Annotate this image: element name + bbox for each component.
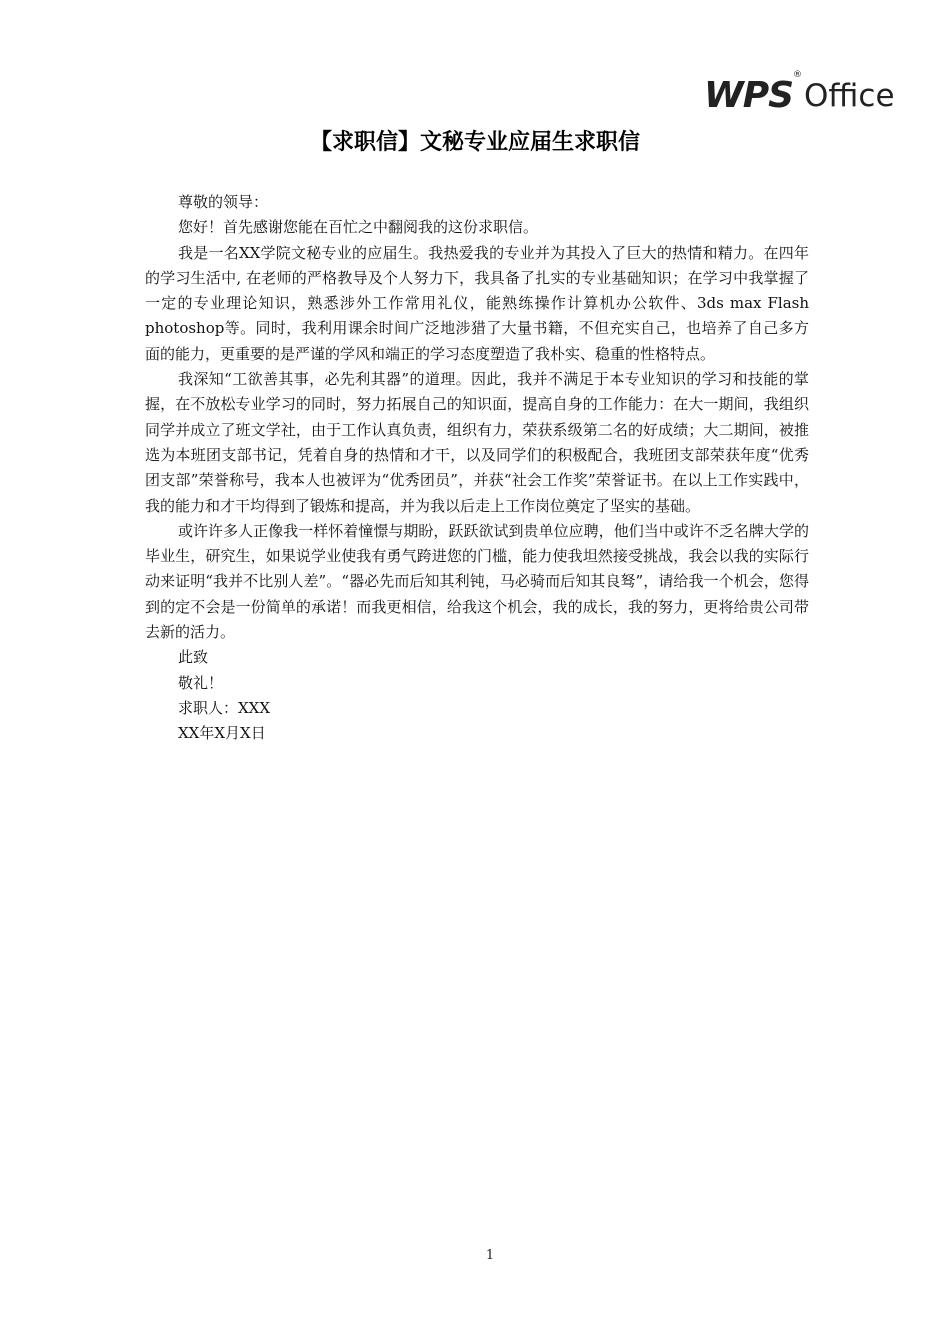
paragraph-experience: 我深知“工欲善其事，必先利其器”的道理。因此，我并不满足于本专业知识的学习和技能的掌握，在不放松专业学习的同时，努力拓展自己的知识面，提高自身的工作能力：在大一期间，我组织同学并成立了班文学社，由于工作认真负责，组织有力，荣获系级第二名的好成绩；大二期间，被推选为本班团支部书记，凭着自身的热情和才干，以及同学们的积极配合，我班团支部荣获年度“优秀团支部”荣誉称号，我本人也被评为“优秀团员”，并获“社会工作奖”荣誉证书。在以上工作实践中，我的能力和才干均得到了锻炼和提高，并为我以后走上工作岗位奠定了坚实的基础。 [145,370,809,515]
closing-line-2: 敬礼！ [178,673,224,692]
date: XX年X月X日 [178,724,266,743]
letter-body [145,190,809,747]
logo-registered-mark: ® [793,70,803,80]
paragraph-request: 或许许多人正像我一样怀着憧憬与期盼，跃跃欲试到贵单位应聘，他们当中或许不乏名牌大学的毕业生，研究生，如果说学业使我有勇气跨进您的门槛，能力使我坦然接受挑战，我会以我的实际行动来证明“我并不比别人差”。“器必先而后知其利钝，马必骑而后知其良驽”，请给我一个机会，您得到的定不会是一份简单的承诺！而我更相信，给我这个机会，我的成长，我的努力，更将给贵公司带去新的活力。 [145,521,809,642]
salutation: 尊敬的领导： [178,193,269,211]
logo-office-text: Office [804,78,895,114]
page-number: 1 [485,1248,495,1263]
closing-line-1: 此致 [178,648,209,667]
wps-office-logo [704,66,895,116]
logo-wps-text: WPS [704,75,794,116]
greeting: 您好！首先感谢您能在百忙之中翻阅我的这份求职信。 [178,218,539,237]
signature: 求职人：XXX [178,698,271,717]
paragraph-introduction: 我是一名XX学院文秘专业的应届生。我热爱我的专业并为其投入了巨大的热情和精力。在四年的学习生活中, 在老师的严格教导及个人努力下，我具备了扎实的专业基础知识；在学习中我掌握了一定的专业理论知识，熟悉涉外工作常用礼仪，能熟练操作计算机办公软件、3ds max Flash photoshop等。同时，我利用课余时间广泛地涉猎了大量书籍，不但充实自己，也培养了自己多方面的能力，更重要的是严谨的学风和端正的学习态度塑造了我朴实、稳重的性格特点。 [145,243,809,363]
document-title: 【求职信】文秘专业应届生求职信 [309,130,640,155]
